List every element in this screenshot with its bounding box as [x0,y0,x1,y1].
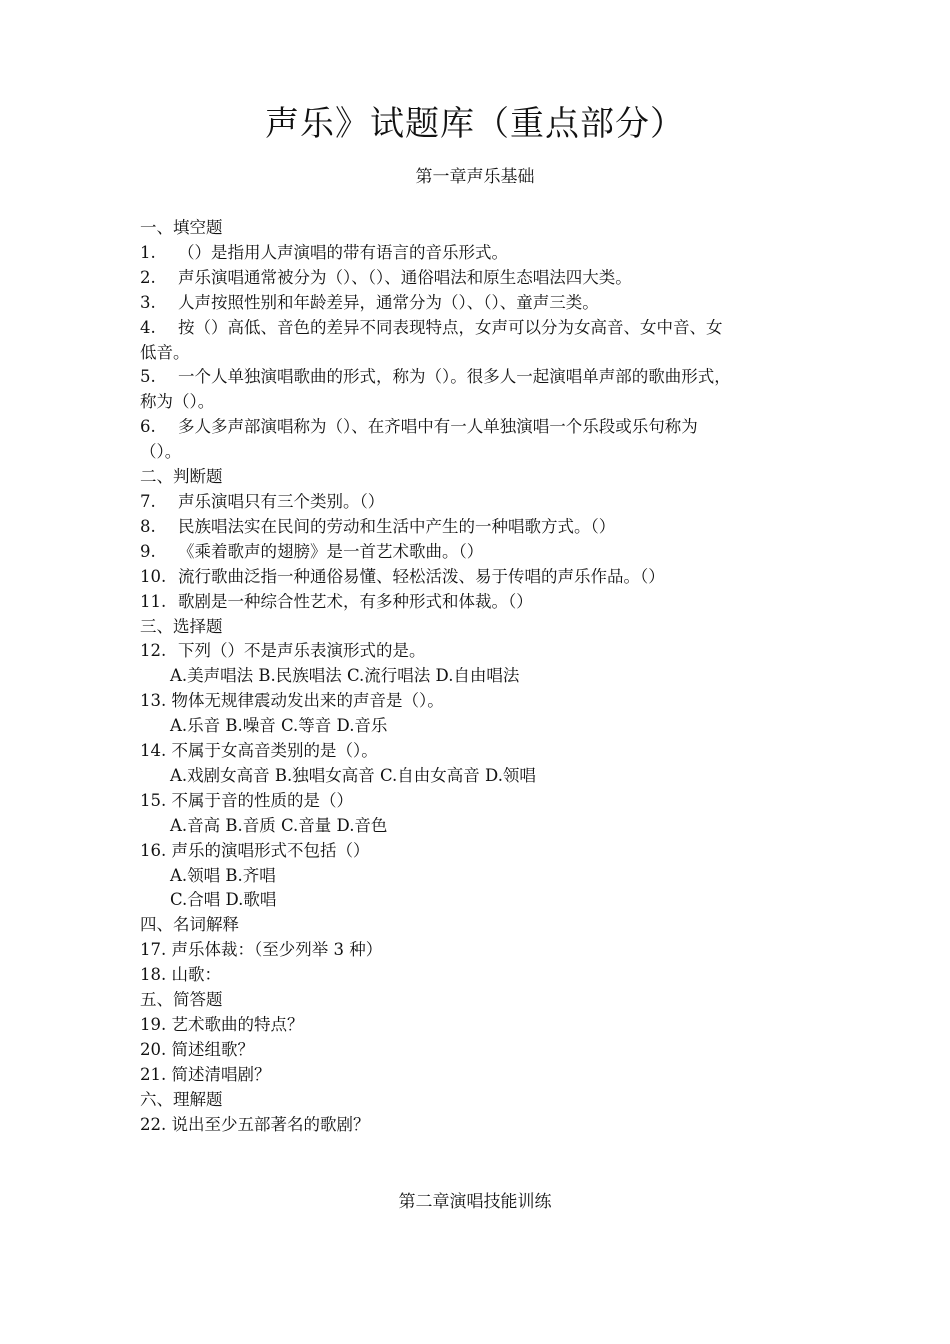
question-text: 歌剧是一种综合性艺术，有多种形式和体裁。（） [178,591,533,611]
chapter-1-heading: 第一章声乐基础 [415,167,535,187]
question-11 [140,590,820,615]
document-title: 声乐》试题库（重点部分） [265,104,685,144]
question-15: 15. 不属于音的性质的是（） [140,790,353,810]
question-21: 21. 简述清唱剧？ [140,1064,271,1084]
chapter-2-heading: 第二章演唱技能训练 [398,1192,552,1212]
question-number: 7. [140,491,156,511]
question-text: 《乘着歌声的翅膀》是一首艺术歌曲。（） [178,541,484,561]
question-number: 6. [140,417,156,437]
question-13: 13. 物体无规律震动发出来的声音是（）。 [140,691,444,711]
section-heading-true-false: 二、判断题 [140,467,223,487]
question-9 [140,540,820,565]
question-text: 一个人单独演唱歌曲的形式，称为（）。很多人一起演唱单声部的歌曲形式， [178,367,731,387]
question-text: 人声按照性别和年龄差异，通常分为（）、（）、童声三类。 [178,292,599,312]
question-16-options-1: A.领唱 B.齐唱 [170,865,276,885]
question-14-options: A.戏剧女高音 B.独唱女高音 C.自由女高音 D.领唱 [170,765,536,785]
question-5-continued: 称为（）。 [140,392,215,412]
question-2 [140,266,820,291]
question-number: 5. [140,367,156,387]
question-15-options: A.音高 B.音质 C.音量 D.音色 [170,815,388,835]
question-17: 17. 声乐体裁：（至少列举 3 种） [140,940,383,960]
section-heading-fill-blank: 一、填空题 [140,218,223,237]
question-number: 4. [140,317,156,337]
question-7 [140,490,820,515]
question-number: 3. [140,292,156,312]
question-14: 14. 不属于女高音类别的是（）。 [140,741,378,761]
question-number: 9. [140,541,156,561]
question-6-continued: （）。 [140,442,182,462]
question-16-options-2: C.合唱 D.歌唱 [170,890,277,910]
question-text: 声乐演唱只有三个类别。（） [178,491,385,511]
question-text: 多人多声部演唱称为（）、在齐唱中有一人单独演唱一个乐段或乐句称为 [178,417,698,437]
section-heading-comprehension: 六、理解题 [140,1089,223,1109]
question-3 [140,291,820,316]
question-8 [140,515,820,540]
question-4 [140,316,820,341]
question-text: （）是指用人声演唱的带有语言的音乐形式。 [178,242,508,262]
section-heading-short-answer: 五、简答题 [140,990,223,1010]
question-number: 1. [140,242,156,262]
section-heading-definitions: 四、名词解释 [140,915,239,935]
question-5 [140,365,820,390]
question-19: 19. 艺术歌曲的特点？ [140,1015,304,1034]
question-18: 18. 山歌： [140,965,221,985]
question-6 [140,415,820,440]
question-16: 16. 声乐的演唱形式不包括（） [140,840,370,860]
question-10 [140,565,820,590]
question-20: 20. 简述组歌？ [140,1039,254,1059]
question-text: 按（）高低、音色的差异不同表现特点，女声可以分为女高音、女中音、女 [178,317,723,337]
question-text: 民族唱法实在民间的劳动和生活中产生的一种唱歌方式。（） [178,516,616,536]
question-12 [140,639,820,664]
question-number: 8. [140,516,156,536]
question-13-options: A.乐音 B.噪音 C.等音 D.音乐 [170,716,388,736]
section-heading-multiple-choice: 三、选择题 [140,616,223,636]
question-1 [140,241,820,266]
question-number: 10. [140,566,167,586]
question-4-continued: 低音。 [140,342,190,362]
question-text: 下列（）不是声乐表演形式的是。 [178,641,426,661]
question-number: 2. [140,267,156,287]
question-text: 流行歌曲泛指一种通俗易懂、轻松活泼、易于传唱的声乐作品。（） [178,566,665,586]
question-number: 11. [140,591,167,611]
question-text: 声乐演唱通常被分为（）、（）、通俗唱法和原生态唱法四大类。 [178,267,632,287]
question-number: 12. [140,641,167,661]
question-list [140,216,820,1138]
question-12-options: A.美声唱法 B.民族唱法 C.流行唱法 D.自由唱法 [170,666,520,686]
question-22: 22. 说出至少五部著名的歌剧？ [140,1114,370,1134]
